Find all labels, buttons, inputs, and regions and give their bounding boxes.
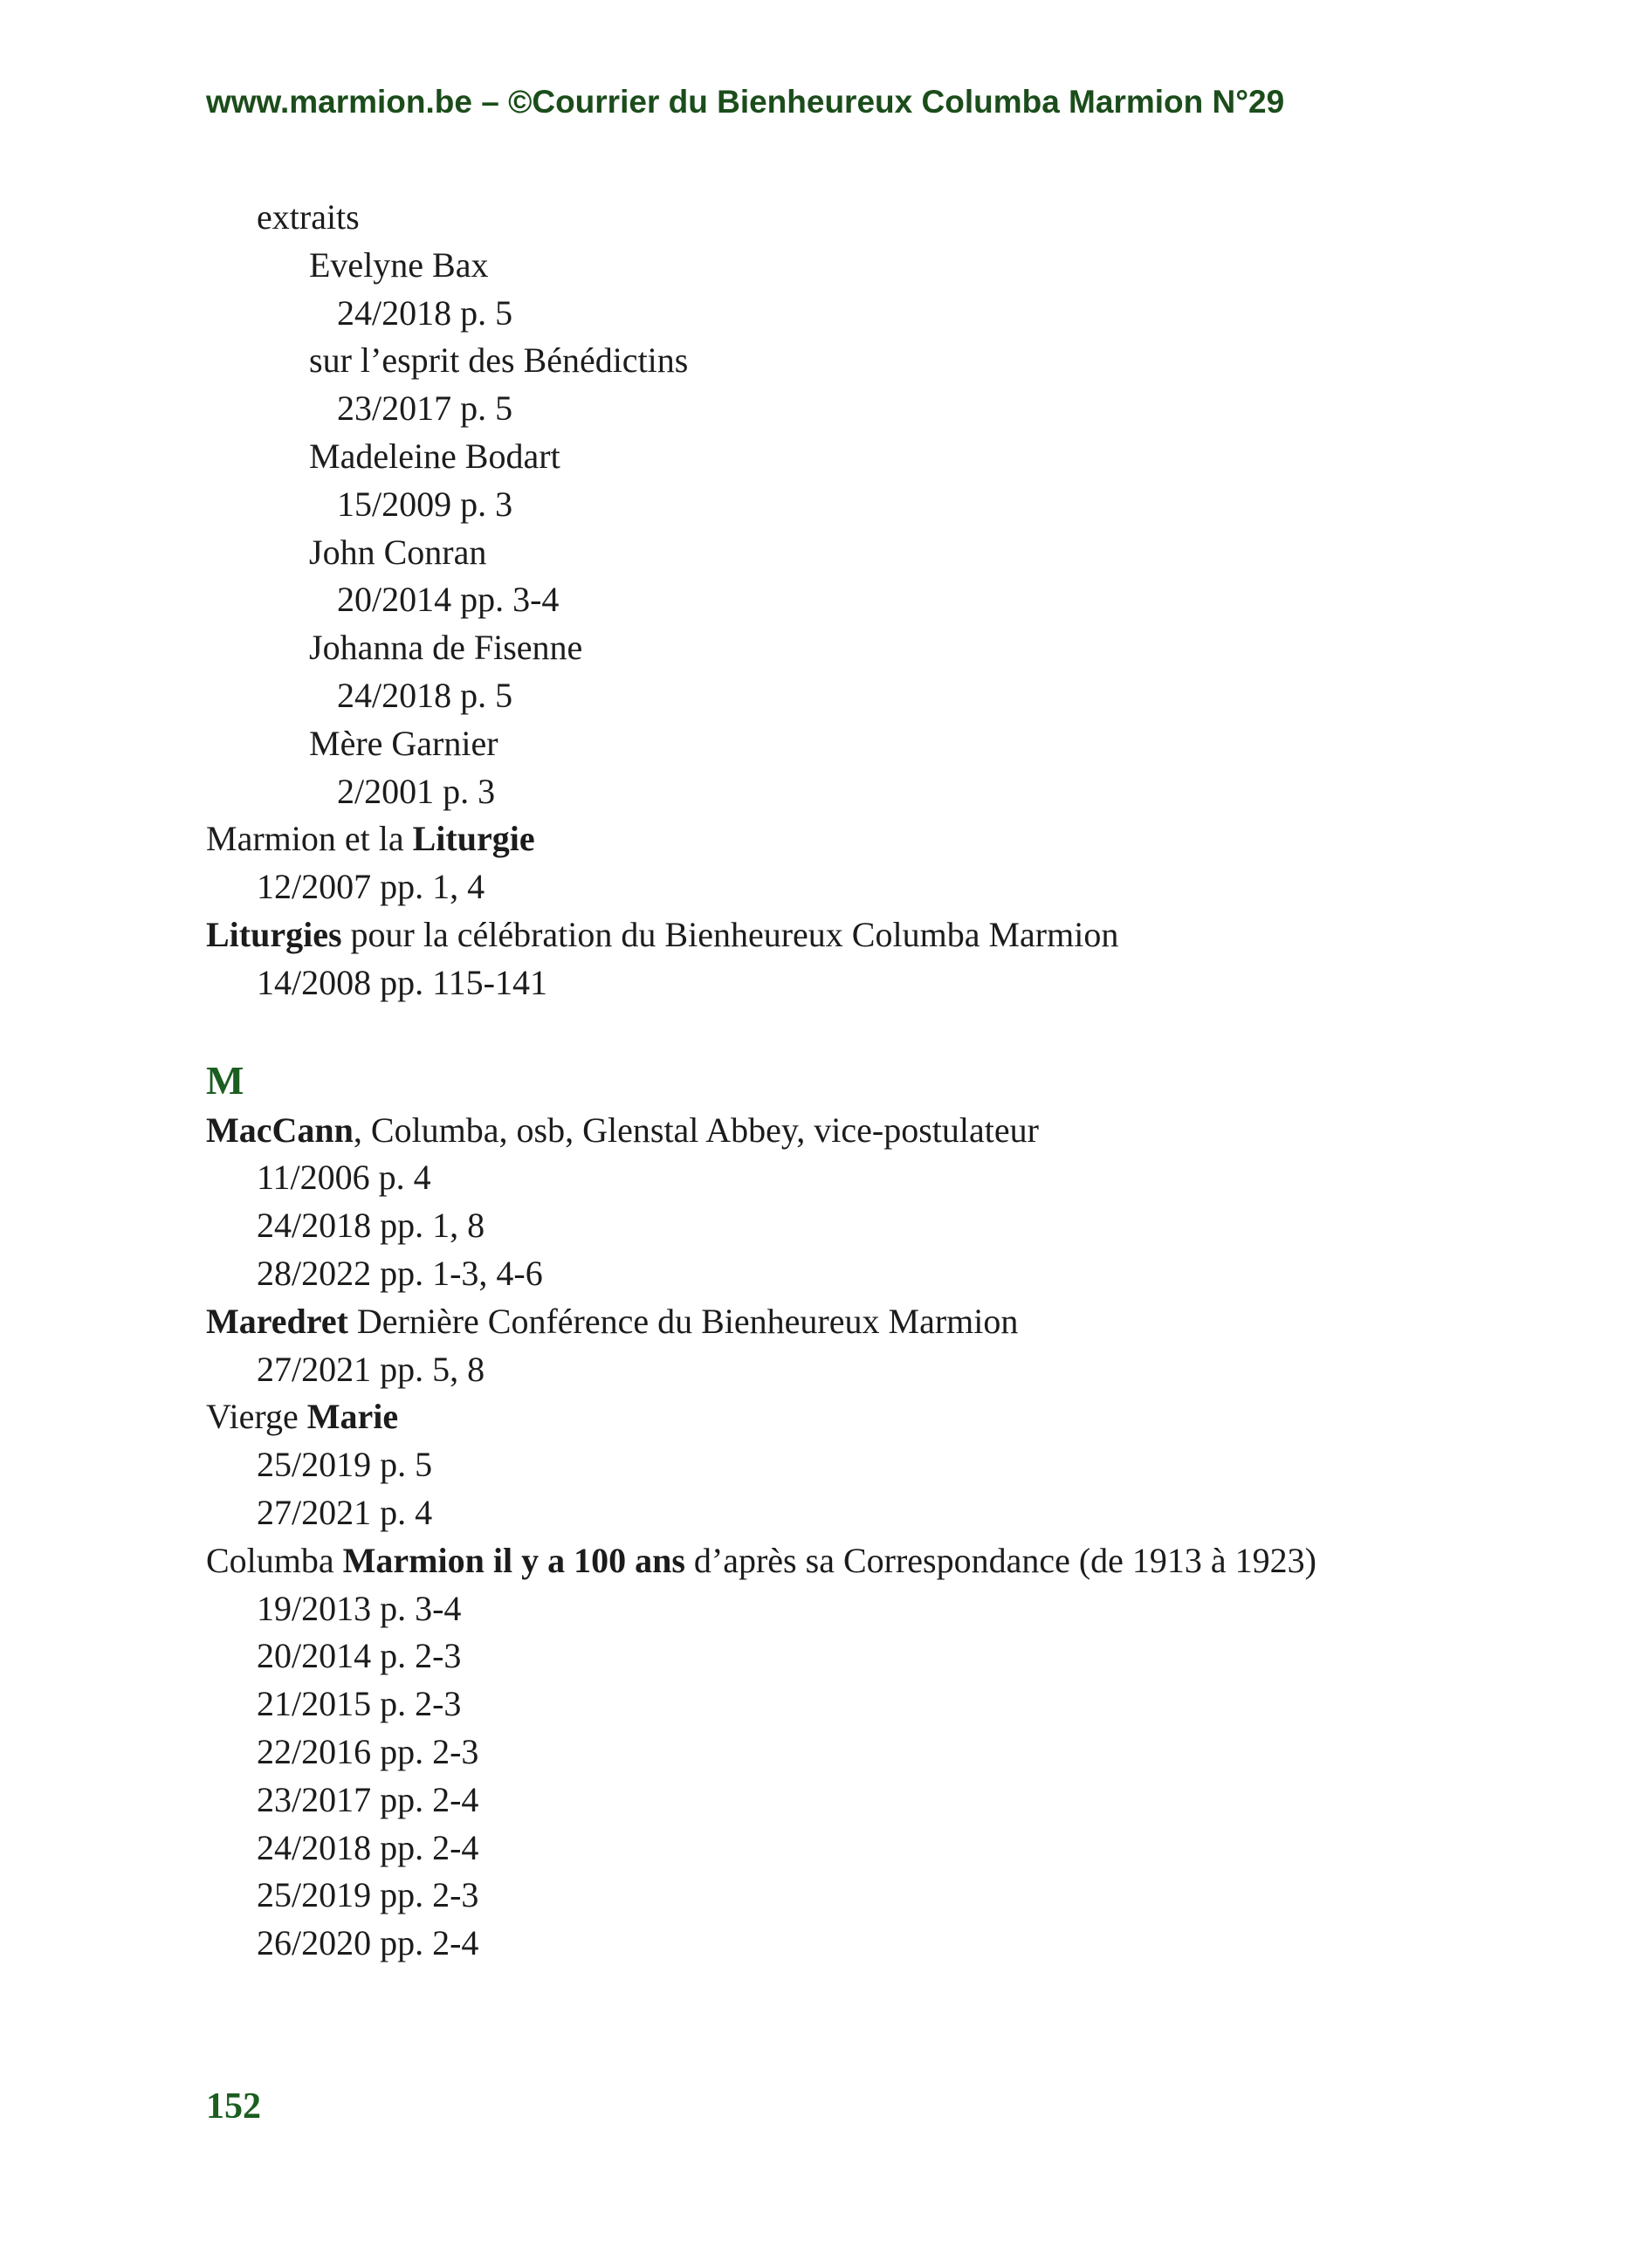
index-entry-ref: 26/2020 pp. 2-4 — [257, 1923, 479, 1963]
index-entry-ref: 12/2007 pp. 1, 4 — [257, 867, 485, 907]
index-entry-liturgies — [206, 911, 1428, 959]
index-entry-name: Johanna de Fisenne — [309, 628, 583, 668]
index-entry-name: Evelyne Bax — [309, 244, 489, 285]
index-entry-maccann — [206, 1107, 1428, 1155]
index-entry-cent-ans — [206, 1537, 1428, 1585]
page-number: 152 — [206, 2086, 261, 2127]
index-entry-ref: 24/2018 p. 5 — [337, 292, 513, 333]
entry-text: Vierge — [206, 1397, 307, 1437]
entry-text: d’après sa Correspondance (de 1913 à 1923) — [684, 1540, 1316, 1580]
index-entry-ref: 20/2014 p. 2-3 — [257, 1636, 462, 1676]
page-header: www.marmion.be – ©Courrier du Bienheureux Columba Marmion N°29 — [206, 84, 1285, 120]
index-entry-ref: 28/2022 pp. 1-3, 4-6 — [257, 1253, 543, 1293]
index-entry-ref: 25/2019 p. 5 — [257, 1445, 433, 1485]
entry-text: Columba — [206, 1540, 343, 1580]
index-entry-name: John Conran — [309, 532, 487, 572]
entry-keyword: Marmion il y a 100 ans — [342, 1540, 685, 1580]
entry-keyword: Liturgie — [412, 819, 535, 859]
index-entry-ref: 14/2008 pp. 115-141 — [257, 962, 547, 1002]
index-entry-ref: 20/2014 pp. 3-4 — [337, 580, 560, 620]
index-entry-ref: 23/2017 pp. 2-4 — [257, 1779, 479, 1819]
section-spacer — [206, 1007, 1428, 1055]
entry-text: Marmion et la — [206, 819, 413, 859]
index-entry-name: Mère Garnier — [309, 723, 498, 763]
entry-text: , Columba, osb, Glenstal Abbey, vice-postulateur — [353, 1110, 1039, 1150]
index-entry-ref: 24/2018 pp. 1, 8 — [257, 1206, 485, 1246]
index-entry-ref: 24/2018 p. 5 — [337, 675, 513, 715]
entry-keyword: Maredret — [206, 1301, 348, 1341]
index-entry-ref: 21/2015 p. 2-3 — [257, 1684, 462, 1724]
entry-text: Dernière Conférence du Bienheureux Marmion — [347, 1301, 1019, 1341]
entry-text: pour la célébration du Bienheureux Columba Marmion — [341, 914, 1119, 954]
index-entry-ref: 22/2016 pp. 2-3 — [257, 1731, 479, 1771]
index-entry-ref: 15/2009 p. 3 — [337, 484, 513, 524]
index-entry-ref: 27/2021 pp. 5, 8 — [257, 1349, 485, 1389]
index-entry-name: Madeleine Bodart — [309, 436, 560, 476]
entry-keyword: Marie — [306, 1397, 399, 1437]
index-entry-ref: 11/2006 p. 4 — [257, 1158, 431, 1198]
entry-keyword: Liturgies — [206, 914, 342, 954]
index-entry-name: sur l’esprit des Bénédictins — [309, 340, 689, 381]
entry-keyword: MacCann — [206, 1110, 354, 1150]
index-entry-ref: 2/2001 p. 3 — [337, 771, 496, 811]
index-entry-liturgie — [206, 815, 1428, 863]
index-entry-marie — [206, 1393, 1428, 1441]
index-entry-ref: 24/2018 pp. 2-4 — [257, 1827, 479, 1867]
index-subheading-extraits: extraits — [257, 197, 360, 237]
index-content — [206, 194, 1428, 1968]
index-entry-ref: 27/2021 p. 4 — [257, 1492, 433, 1532]
index-entry-maredret — [206, 1298, 1428, 1346]
index-entry-ref: 19/2013 p. 3-4 — [257, 1588, 462, 1628]
section-letter: M — [206, 1057, 244, 1103]
index-entry-ref: 25/2019 pp. 2-3 — [257, 1875, 479, 1915]
index-entry-ref: 23/2017 p. 5 — [337, 388, 513, 429]
